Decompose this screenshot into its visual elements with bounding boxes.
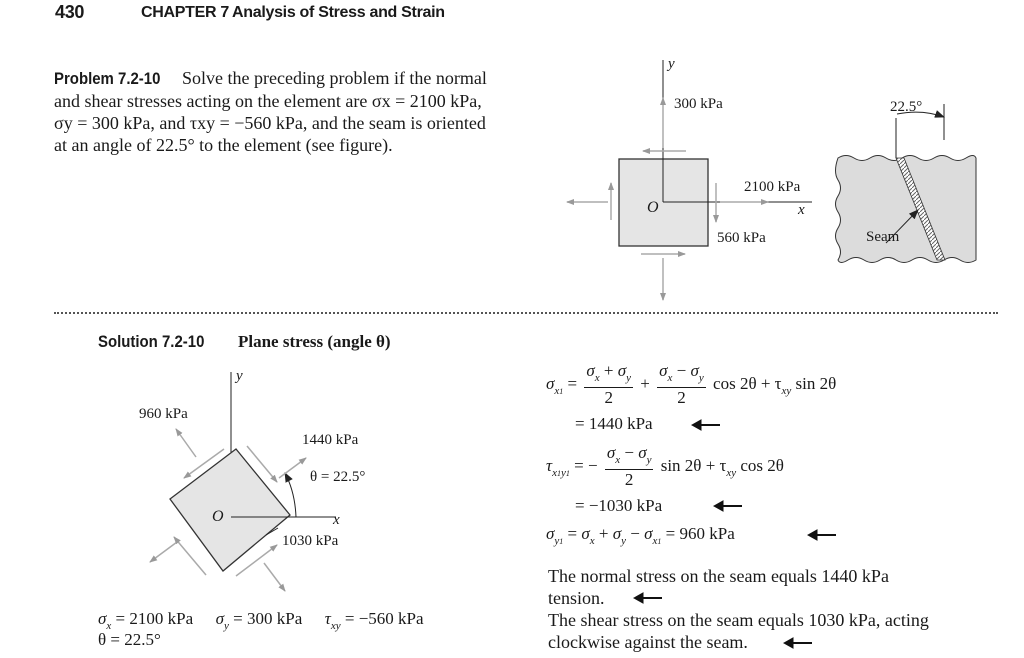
given-sx: = 2100 kPa	[115, 609, 194, 628]
fig2-stress-1440: 1440 kPa	[302, 432, 359, 448]
fig1-sigma-y-value: 300 kPa	[674, 96, 723, 112]
problem-label: Problem 7.2-10	[54, 69, 161, 88]
conclusion-line-1: The normal stress on the seam equals 1440 kPa	[548, 566, 889, 586]
equation-sigma-y1: $\sigma_{y1} = \sigma_x + \sigma_y - \sigma_{x1} = 960$ kPa	[546, 524, 735, 547]
problem-line-2: and shear stresses acting on the element are σx = 2100 kPa,	[54, 91, 482, 111]
problem-line-3: σy = 300 kPa, and τxy = −560 kPa, and the seam is oriented	[54, 113, 486, 133]
conclusion-line-2: tension.	[548, 588, 605, 608]
conclusion-line-3: The shear stress on the seam equals 1030 kPa, acting	[548, 610, 929, 630]
fig1-shear-value: 560 kPa	[717, 230, 766, 246]
fig1-y-label: y	[668, 56, 675, 72]
stress-960-arrow-b	[264, 563, 285, 591]
section-divider	[54, 312, 998, 314]
fig2-origin-label: O	[212, 508, 224, 525]
givens-line-1: $\sigma_x = 2100$ kPa $\sigma_y = 300$ kPa $\tau_{xy} = -560$ kPa	[98, 609, 424, 632]
solution-heading	[98, 332, 391, 352]
solution-label: Solution 7.2-10	[98, 332, 205, 351]
result-sigma-x1: = 1440 kPa	[575, 414, 653, 433]
seam-label: Seam	[866, 229, 900, 245]
stress-1440-arrow-b	[150, 542, 177, 562]
stress-1440-arrow-a	[279, 458, 306, 478]
solution-title: Plane stress (angle θ)	[238, 332, 391, 351]
equation-tau-x1y1: $\tau_{x1y1}$ = − $\frac{\sigma_x - \sigma_y}{2}$ $\sin 2\theta + \tau_{xy}$ cos 2θ	[546, 443, 784, 489]
result-tau-x1y1: = −1030 kPa	[575, 496, 663, 515]
chapter-label: CHAPTER 7	[141, 4, 229, 21]
seam-angle-label: 22.5°	[890, 99, 923, 115]
equation-sigma-x1: $\sigma_{x1}$ = $\frac{\sigma_x + \sigma_y}{2}$ + $\frac{\sigma_x - \sigma_y}{2}$ $\cos 2\theta + \tau_{xy}$ sin 2θ	[546, 361, 837, 407]
fig2-y-label: y	[236, 368, 243, 384]
problem-line-1: Problem 7.2-10 Solve the preceding problem if the normal	[54, 68, 487, 88]
given-sy: = 300 kPa	[233, 609, 303, 628]
given-txy: = −560 kPa	[344, 609, 424, 628]
shear-1030-arrow-d	[174, 537, 206, 575]
page-number: 430	[55, 2, 85, 22]
fig2-x-label: x	[333, 512, 340, 528]
given-theta: θ = 22.5°	[98, 630, 161, 649]
fig1-origin-label: O	[647, 199, 659, 216]
conclusion-line-4: clockwise against the seam.	[548, 632, 748, 652]
problem-line-4: at an angle of 22.5° to the element (see figure).	[54, 135, 393, 155]
chapter-title: Analysis of Stress and Strain	[232, 4, 445, 21]
fig2-stress-960: 960 kPa	[139, 406, 188, 422]
fig1-x-label: x	[798, 202, 805, 218]
fig2-angle-label: θ = 22.5°	[310, 469, 366, 485]
fig1-sigma-x-value: 2100 kPa	[744, 179, 801, 195]
fig2-stress-1030: 1030 kPa	[282, 533, 339, 549]
stress-960-arrow-a	[176, 429, 196, 457]
